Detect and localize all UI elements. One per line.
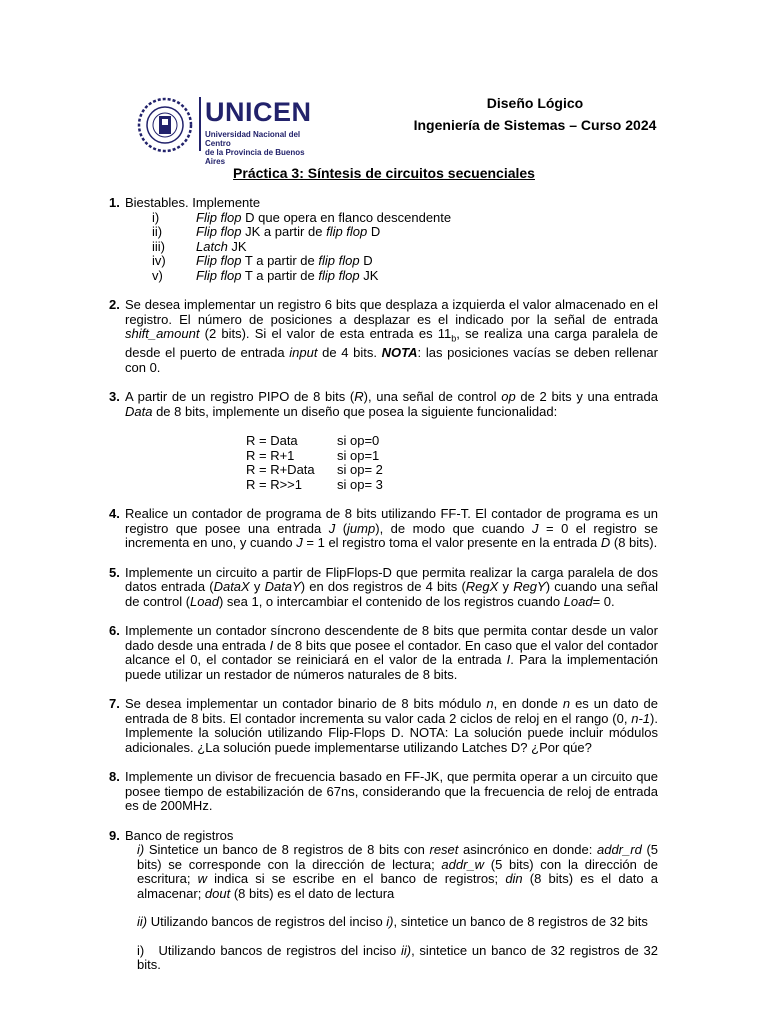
exercise-1 [109,196,658,283]
logo-text [205,97,325,166]
university-seal-icon [135,95,195,155]
logo-subtitle-1: Universidad Nacional del Centro [205,130,301,148]
exercise-number: 4. [109,506,120,522]
exercise-number: 9. [109,827,120,843]
logo-separator [199,97,201,151]
logo-name: UNICEN [205,97,312,127]
exercise-number: 5. [109,564,120,580]
list-item: ii) Flip flop JK a partir de flip flop D [152,224,381,239]
exercise-number: 6. [109,623,120,639]
function-table [246,434,658,492]
list-item: iii) Latch JK [152,238,247,254]
exercise-intro: Banco de registros [125,827,234,843]
exercise-number: 8. [109,769,120,785]
exercise-list [109,196,658,988]
exercise-2: 2. Se desea implementar un registro 6 bits que desplaza a izquierda el valor almacenado en el registro. El número de posiciones a desplazar es el indicado por la señal de entrada shift_amount (2 bits). Si el valor de esta entrada es $11_b$, se realiza una carga paralela de desde el puerto de entrada input de 4 bits. NOTA: las posiciones vacías se deben rellenar con 0. [109,297,658,375]
equation-row: R = R>>1 si op= 3 [246,476,383,492]
exercise-5: 5. Implemente un circuito a partir de FlipFlops-D que permita realizar la carga paralela de dos datos entrada (DataX y DataY) en dos registros de 4 bits (RegX y RegY) cuando una señal de control (Load) sea 1, o intercambiar el contenido de los registros cuando Load= 0. [109,564,658,609]
equation-row: R = R+Data si op= 2 [246,462,383,478]
list-item: i) Flip flop D que opera en flanco descendente [152,209,452,225]
course-name: Diseño Lógico [486,95,584,111]
program-name: Ingeniería de Sistemas – Curso 2024 [413,117,657,133]
exercise-4: 4. Realice un contador de programa de 8 bits utilizando FF-T. El contador de programa es un registro que posee una entrada J (jump), de modo que cuando J = 0 el registro se incrementa en uno, y cuando J = 1 el registro toma el valor presente en la entrada D (8 bits). [109,506,658,551]
equation-row: R = R+1 si op=1 [246,447,380,463]
list-item: iv) Flip flop T a partir de flip flop D [152,253,373,268]
sub-exercise-i: i) Sintetice un banco de 8 registros de 8 bits con reset asincrónico en donde: addr_rd (5 bits) se corresponde con la dirección de lectura; addr_w (5 bits) con la dirección de escritura; w indica si se escribe en el banco de registros; din (8 bits) es el dato a almacenar; dout (8 bits) es el dato de lectura [137,842,659,901]
exercise-number: 7. [109,696,120,712]
exercise-3: 3. A partir de un registro PIPO de 8 bits (R), una señal de control op de 2 bits y una entrada Data de 8 bits, implemente un diseño que posea la siguiente funcionalidad: R = Data si op=0 R = R+1 si op=1 R = R+Data si op= 2 R = R>>1 si op= 3 [109,389,658,492]
exercise-9 [109,829,658,973]
sub-exercise-iii: i) Utilizando bancos de registros del inciso ii), sintetice un banco de 32 registros de 32 bits. [137,942,659,973]
exercise-number: 3. [109,389,120,405]
exercise-7: 7. Se desea implementar un contador binario de 8 bits módulo n, en donde n es un dato de entrada de 8 bits. El contador incrementa su valor cada 2 ciclos de reloj en el rango (0, n-1). Implemente la solución utilizando Flip-Flops D. NOTA: La solución puede incluir módulos adicionales. ¿La solución puede implementarse utilizando Latches D? ¿Por qúe? [109,696,658,755]
exercise-8: 8. Implemente un divisor de frecuencia basado en FF-JK, que permita operar a un circuito que posee tiempo de estabilización de 67ns, considerando que la frecuencia de reloj de entrada es de 200MHz. [109,769,658,814]
list-item: v) Flip flop T a partir de flip flop JK [152,267,379,283]
exercise-intro: Biestables. Implemente [125,195,261,210]
exercise-6: 6. Implemente un contador síncrono descendente de 8 bits que permita contar desde un valor dado desde una entrada I de 8 bits que posee el contador. En caso que el valor del contador alcance el 0, el contador se reiniciará en el valor de la entrada I. Para la implementación puede utilizar un restador de números naturales de 8 bits. [109,623,659,682]
unicen-logo [135,95,325,166]
sub-exercise-ii: ii) Utilizando bancos de registros del inciso i), sintetice un banco de 8 registros de 32 bits [137,914,648,930]
logo-subtitle-2: de la Provincia de Buenos Aires [205,148,305,166]
equation-row: R = Data si op=0 [246,433,380,449]
page-title: Práctica 3: Síntesis de circuitos secuenciales [233,165,535,181]
exercise-number: 1. [109,195,120,210]
exercise-number: 2. [109,297,120,312]
